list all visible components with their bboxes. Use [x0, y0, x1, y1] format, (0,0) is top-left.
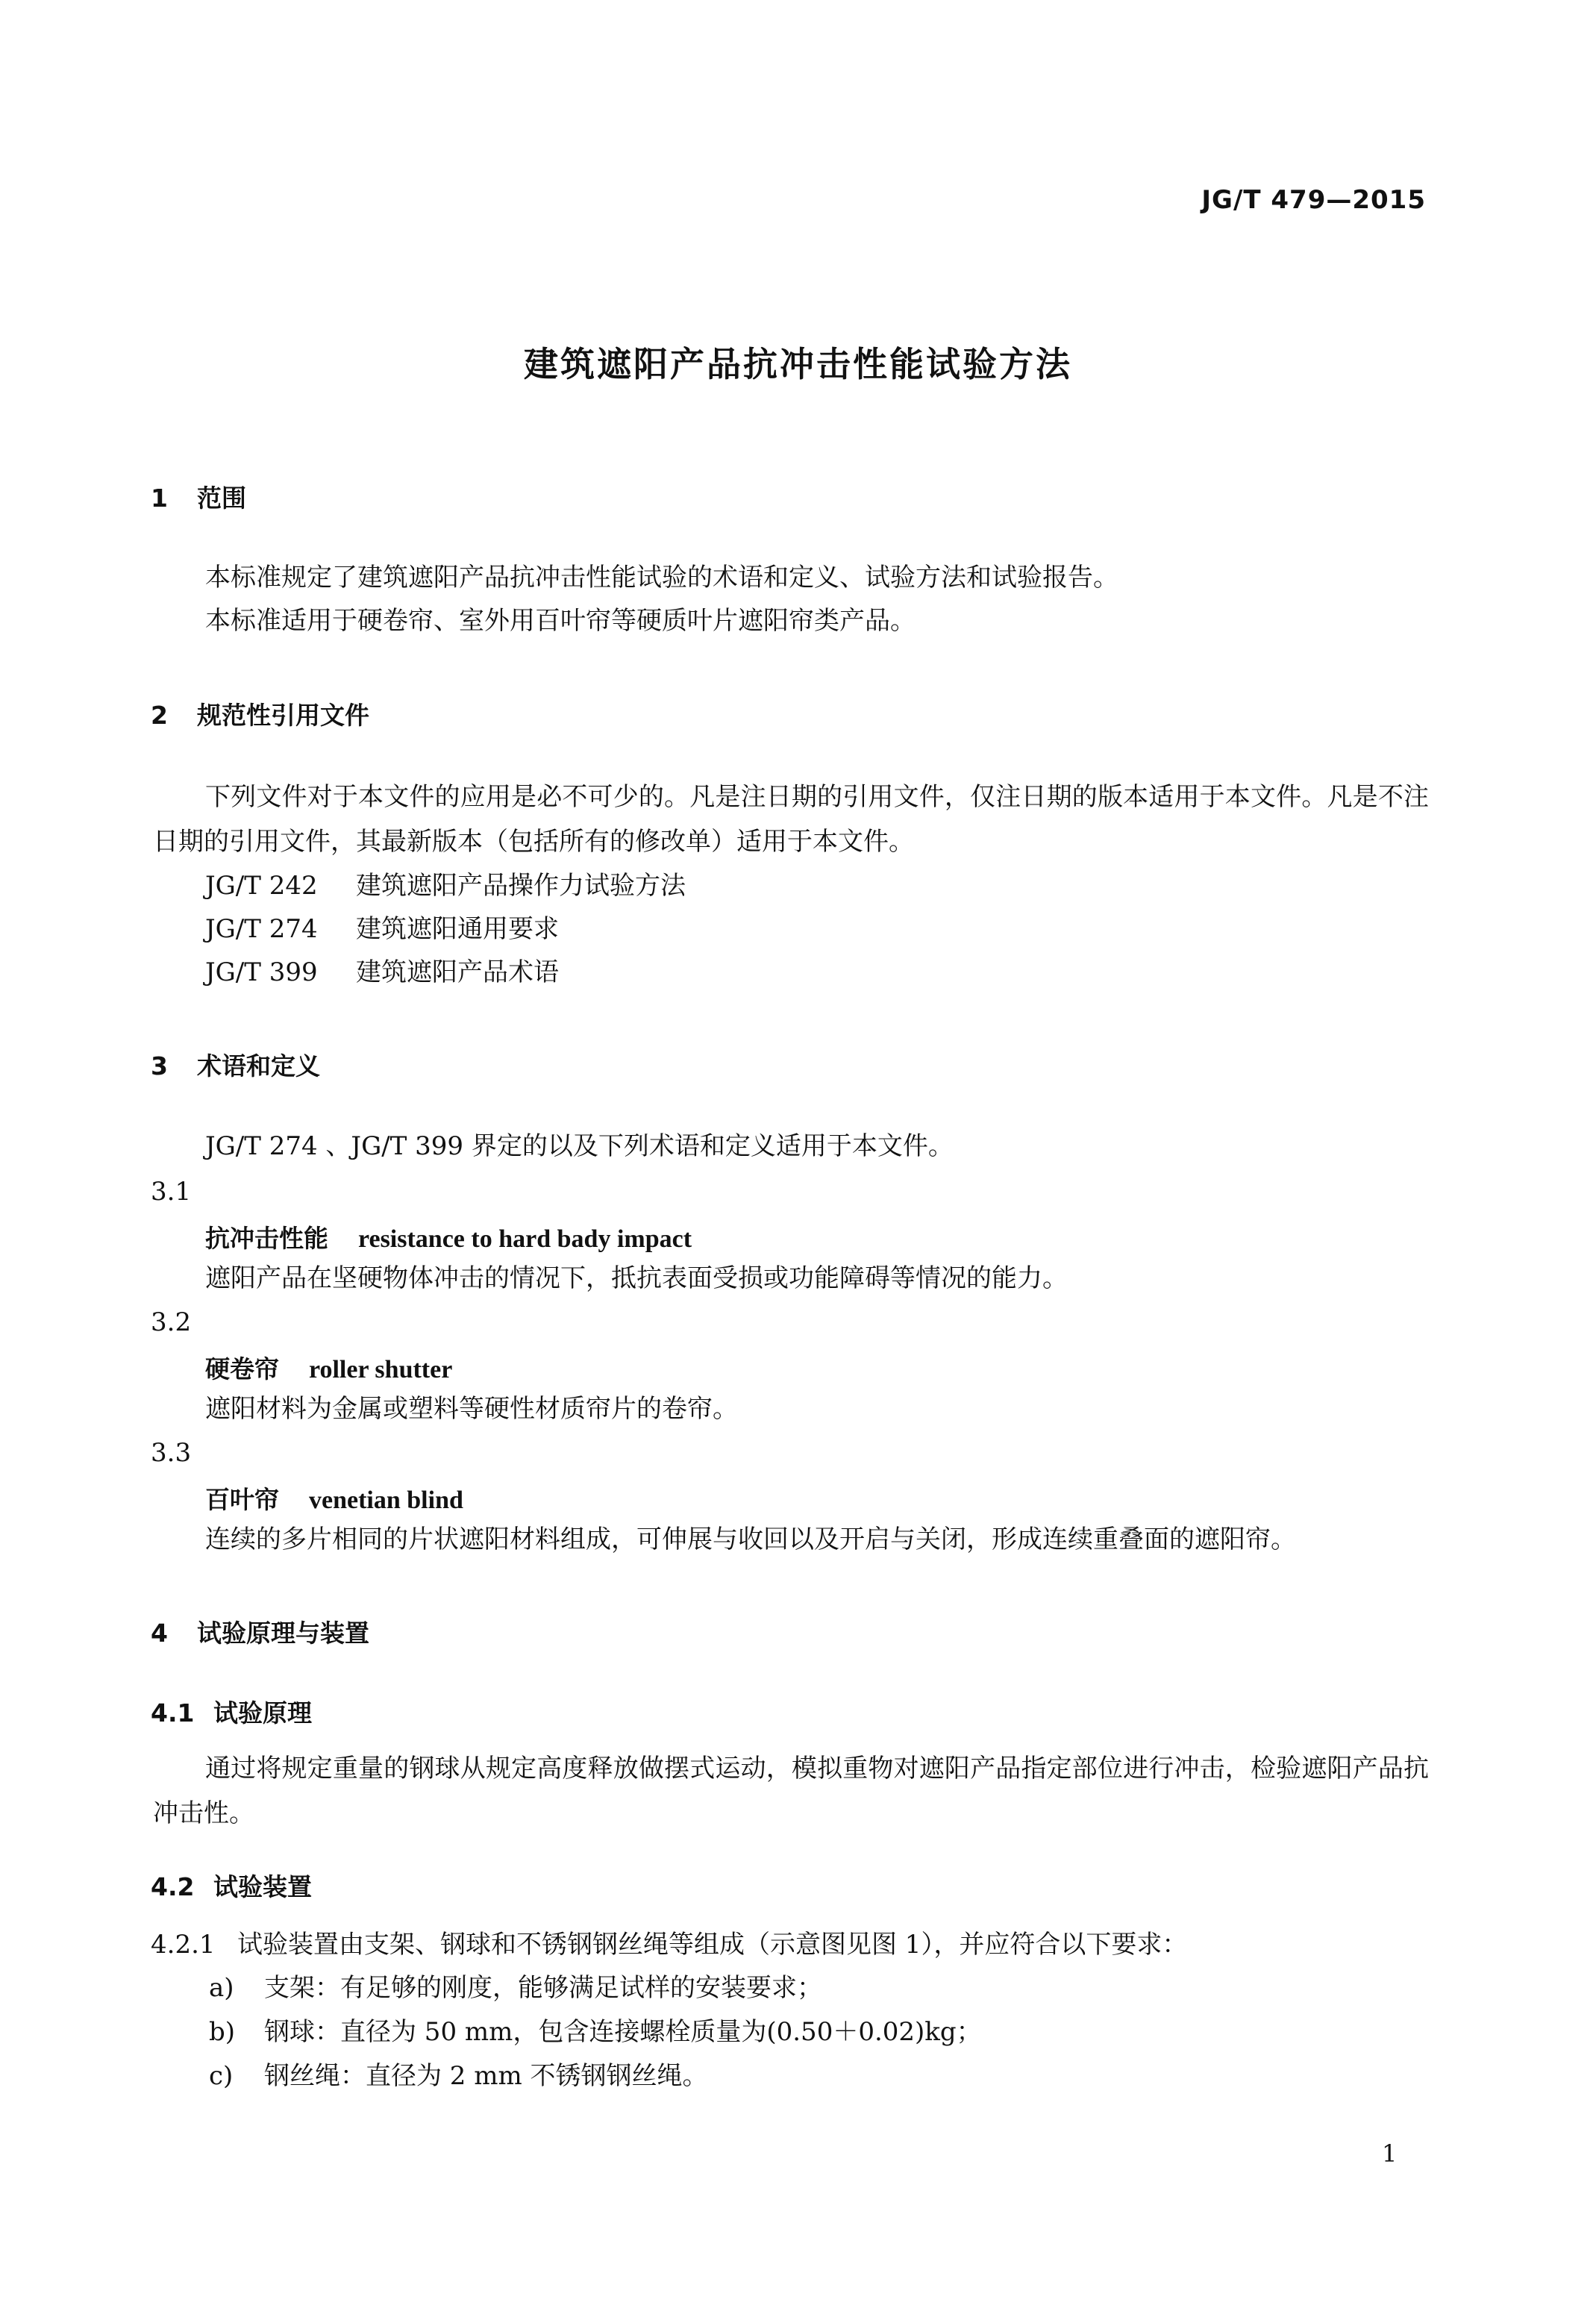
- clause-number: 4.2.1: [151, 1930, 216, 1960]
- list-text: 支架：有足够的刚度，能够满足试样的安装要求；: [264, 1973, 822, 2003]
- subsection-4-2-heading: [151, 1868, 312, 1903]
- document-title: 建筑遮阳产品抗冲击性能试验方法: [524, 344, 1072, 384]
- paragraph: JG/T 274 、JG/T 399 界定的以及下列术语和定义适用于本文件。: [205, 1131, 954, 1161]
- term-english: resistance to hard bady impact: [358, 1225, 692, 1253]
- term-chinese: 硬卷帘: [205, 1354, 279, 1384]
- reference-code: JG/T 242: [205, 871, 318, 901]
- term-chinese: 抗冲击性能: [205, 1224, 328, 1253]
- paragraph: 本标准规定了建筑遮阳产品抗冲击性能试验的术语和定义、试验方法和试验报告。: [205, 563, 1118, 593]
- clause: [151, 1930, 1187, 1960]
- section-number: 4: [151, 1619, 168, 1648]
- section-2-heading: [151, 696, 369, 731]
- reference-code: JG/T 399: [205, 957, 318, 987]
- section-title: 试验原理与装置: [197, 1619, 369, 1648]
- section-number: 3: [151, 1051, 168, 1081]
- section-title: 术语和定义: [197, 1051, 320, 1081]
- reference-title: 建筑遮阳产品操作力试验方法: [356, 871, 686, 901]
- standard-number: JG/T 479—2015: [1201, 185, 1426, 215]
- section-1-heading: [151, 479, 246, 514]
- term-number: 3.1: [151, 1177, 192, 1207]
- list-label: a): [209, 1973, 234, 2003]
- subsection-number: 4.1: [151, 1698, 195, 1728]
- paragraph: 通过将规定重量的钢球从规定高度释放做摆式运动，模拟重物对遮阳产品指定部位进行冲击，检验遮阳产品抗冲击性。: [153, 1754, 1429, 1828]
- reference-title: 建筑遮阳通用要求: [356, 914, 559, 944]
- section-3-heading: [151, 1047, 320, 1082]
- term-number: 3.2: [151, 1307, 192, 1337]
- list-label: b): [209, 2017, 236, 2047]
- term-heading: [205, 1219, 692, 1254]
- list-text: 钢球：直径为 50 mm，包含连接螺栓质量为(0.50＋0.02)kg；: [264, 2017, 982, 2047]
- section-title: 范围: [197, 484, 246, 513]
- list-item: [209, 2017, 982, 2047]
- reference-title: 建筑遮阳产品术语: [356, 957, 559, 987]
- subsection-title: 试验装置: [213, 1872, 312, 1901]
- paragraph: 下列文件对于本文件的应用是必不可少的。凡是注日期的引用文件，仅注日期的版本适用于本文件。凡是不注日期的引用文件，其最新版本（包括所有的修改单）适用于本文件。: [153, 782, 1429, 857]
- section-number: 2: [151, 701, 168, 730]
- clause-text: 试验装置由支架、钢球和不锈钢钢丝绳等组成（示意图见图 1），并应符合以下要求：: [237, 1930, 1188, 1960]
- term-definition: 遮阳产品在坚硬物体冲击的情况下，抵抗表面受损或功能障碍等情况的能力。: [205, 1263, 1068, 1293]
- term-heading: [205, 1481, 463, 1516]
- reference-item: [205, 871, 686, 901]
- list-label: c): [209, 2061, 234, 2091]
- term-chinese: 百叶帘: [205, 1485, 279, 1514]
- page-number: 1: [1382, 2139, 1398, 2168]
- subsection-title: 试验原理: [213, 1698, 312, 1728]
- term-definition: 连续的多片相同的片状遮阳材料组成，可伸展与收回以及开启与关闭，形成连续重叠面的遮阳帘。: [205, 1525, 1296, 1554]
- list-item: [209, 2061, 708, 2091]
- reference-item: [205, 914, 559, 944]
- reference-item: [205, 957, 559, 987]
- paragraph: 本标准适用于硬卷帘、室外用百叶帘等硬质叶片遮阳帘类产品。: [205, 606, 916, 636]
- section-title: 规范性引用文件: [197, 701, 369, 730]
- term-heading: [205, 1350, 452, 1385]
- list-text: 钢丝绳：直径为 2 mm 不锈钢钢丝绳。: [264, 2061, 708, 2091]
- reference-code: JG/T 274: [205, 914, 318, 944]
- section-number: 1: [151, 484, 168, 513]
- subsection-number: 4.2: [151, 1872, 195, 1901]
- section-4-heading: [151, 1614, 369, 1649]
- term-number: 3.3: [151, 1438, 192, 1468]
- term-english: roller shutter: [309, 1356, 453, 1384]
- term-definition: 遮阳材料为金属或塑料等硬性材质帘片的卷帘。: [205, 1394, 738, 1424]
- subsection-4-1-heading: [151, 1694, 312, 1729]
- term-english: venetian blind: [309, 1486, 463, 1514]
- list-item: [209, 1973, 822, 2003]
